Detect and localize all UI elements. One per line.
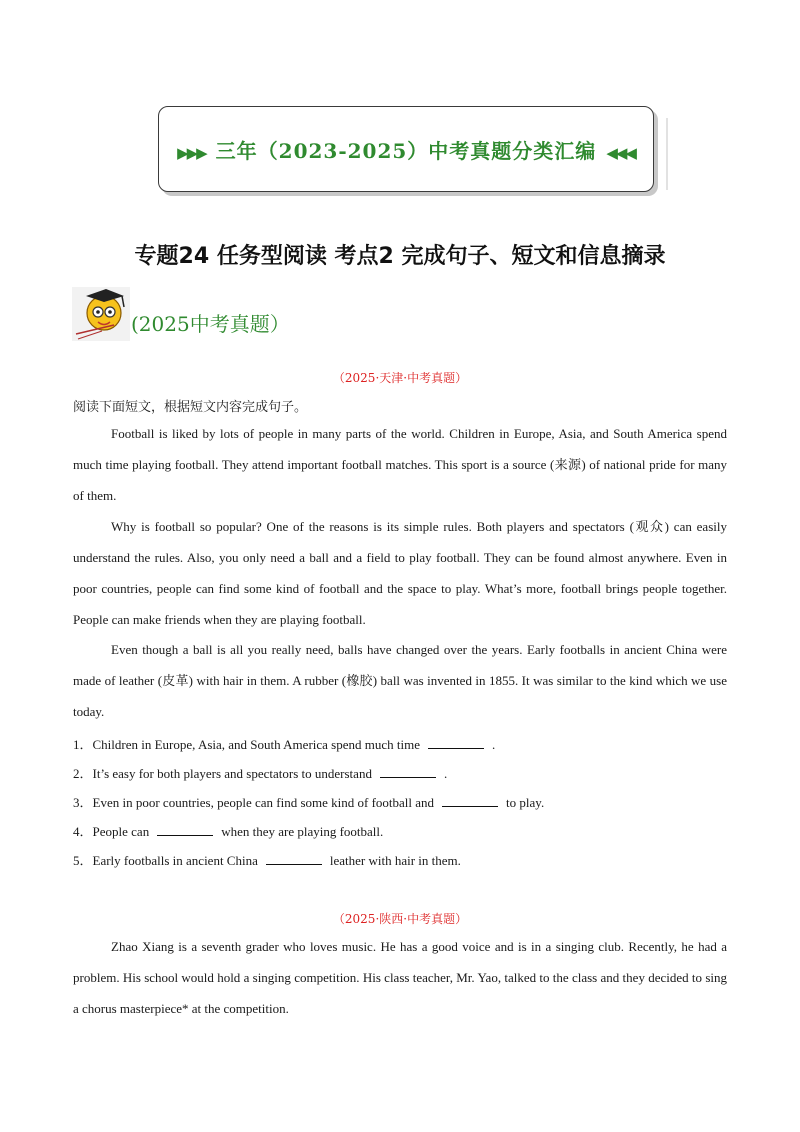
passage1-paragraph-2: Why is football so popular? One of the reasons is its simple rules. Both players and spectators (观众) can easily understand the rules. Also, you only need a ball and a field to play football. They can be found almost anywhere. Even in poor countries, people can find some kind of football and the space to play. What’s more, football brings people together. People can make friends when they are playing football. [73,519,727,627]
banner-title: 三年（2023-2025）中考真题分类汇编 [215,139,597,163]
section-heading: (2025中考真题） [131,312,290,336]
question-4: 4．People can when they are playing football. [73,824,384,839]
scholar-mascot-icon [72,287,130,341]
banner-text [159,135,653,164]
passage1-paragraph-3: Even though a ball is all you really need, balls have changed over the years. Early footballs in ancient China were made of leather (皮革) with hair in them. A rubber (橡胶) ball was invented in 1855. It was similar to the kind which we use today. [73,642,727,719]
question-1: 1．Children in Europe, Asia, and South America spend much time . [73,737,496,752]
passage2-paragraph-1: Zhao Xiang is a seventh grader who loves music. He has a good voice and is in a singing club. Recently, he had a problem. His school would hold a singing competition. His class teacher, Mr. Yao, talked to the class and they decided to sing a chorus masterpiece* at the competition. [73,939,727,1016]
question-3: 3．Even in poor countries, people can find some kind of football and to play. [73,795,545,810]
passage2-source: （2025·陕西·中考真题） [332,912,468,926]
question-5: 5．Early footballs in ancient China leather with hair in them. [73,853,461,868]
answer-blank[interactable] [428,736,484,749]
answer-blank[interactable] [266,852,322,865]
title-banner [158,106,654,192]
left-arrows-icon: ◀◀◀ [606,144,635,162]
answer-blank[interactable] [157,823,213,836]
passage1-source: （2025·天津·中考真题） [332,371,468,385]
passage1-instruction: 阅读下面短文，根据短文内容完成句子。 [73,400,308,415]
passage1-paragraph-1: Football is liked by lots of people in many parts of the world. Children in Europe, Asia, and South America spend much time playing football. They attend important football matches. This sport is a source (来源) of national pride for many of them. [73,426,727,503]
right-arrows-icon: ▶▶▶ [177,144,206,162]
page-title: 专题24 任务型阅读 考点2 完成句子、短文和信息摘录 [134,244,666,269]
answer-blank[interactable] [380,765,436,778]
banner-edge [666,118,668,190]
answer-blank[interactable] [442,794,498,807]
question-2: 2．It’s easy for both players and spectators to understand . [73,766,448,781]
